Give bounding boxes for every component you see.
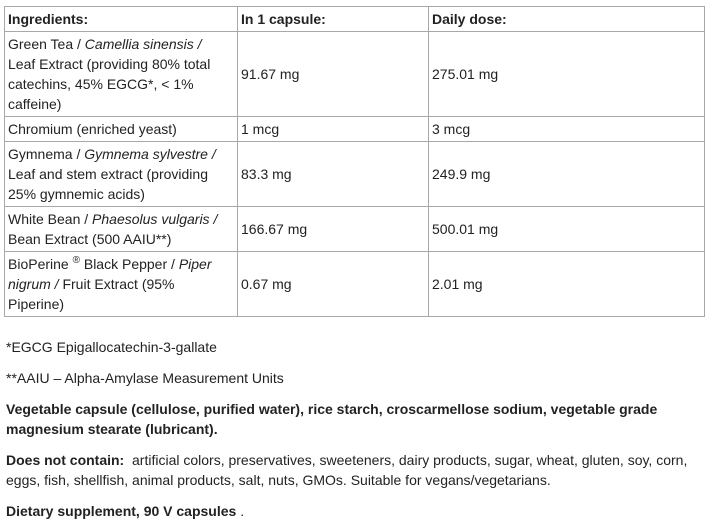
ingredient-name-detail: Leaf Extract (providing 80% total catechins, 45% EGCG*, < 1% caffeine) [8,56,211,112]
ingredient-name-common: Green Tea / [8,36,81,52]
ingredient-name [5,142,238,207]
ingredient-name-common: BioPerine [8,256,69,272]
dietary-supplement-label: Dietary supplement, 90 V capsules [6,503,237,519]
header-ingredients: Ingredients: [5,7,238,32]
per-capsule-value: 1 mcg [238,117,429,142]
ingredient-name [5,252,238,317]
does-not-contain-label: Does not contain: [6,452,125,468]
capsule-ingredients: Vegetable capsule (cellulose, purified water), rice starch, croscarmellose sodium, vegetable grade magnesium stearate (lubricant). [6,401,658,437]
does-not-contain [4,450,706,490]
ingredient-name-latin: Gymnema sylvestre / [84,146,216,162]
per-capsule-value: 83.3 mg [238,142,429,207]
header-per-capsule: In 1 capsule: [238,7,429,32]
ingredient-name-detail: Bean Extract (500 AAIU**) [8,231,172,247]
ingredient-name-common: Gymnema / [8,146,81,162]
per-capsule-value: 91.67 mg [238,32,429,117]
daily-dose-value: 2.01 mg [429,252,705,317]
ingredient-name-detail: Leaf and stem extract (providing 25% gymnemic acids) [8,166,208,202]
ingredient-name-latin: Camellia sinensis / [84,36,202,52]
ingredient-name-detail: Fruit Extract (95% Piperine) [8,276,175,312]
ingredient-name: Chromium (enriched yeast) [5,117,238,142]
ingredient-name [5,32,238,117]
dietary-supplement-line [4,501,714,521]
header-daily-dose: Daily dose: [429,7,705,32]
table-row [5,32,705,117]
registered-mark: ® [72,255,80,266]
footnotes [4,337,714,521]
table-row [5,207,705,252]
ingredient-name-common: White Bean / [8,211,89,227]
table-row [5,117,705,142]
table-header-row [5,7,705,32]
footnote-aaiu: **AAIU – Alpha-Amylase Measurement Units [6,370,284,386]
table-row [5,252,705,317]
footnote-egcg: *EGCG Epigallocatechin-3-gallate [6,339,217,355]
ingredient-name-latin: Piper nigrum / [8,256,212,292]
does-not-contain-list: artificial colors, preservatives, sweeteners, dairy products, sugar, wheat, gluten, soy, corn, eggs, fish, shellfish, animal products, salt, nuts, GMOs. Suitable for vegans/vegetarians. [6,452,688,488]
ingredient-name [5,207,238,252]
ingredient-name-common-2: Black Pepper / [83,256,175,272]
ingredient-name-latin: Phaesolus vulgaris / [92,211,218,227]
dietary-supplement-tail: . [240,503,245,519]
ingredients-table [4,6,705,317]
daily-dose-value: 500.01 mg [429,207,705,252]
per-capsule-value: 166.67 mg [238,207,429,252]
daily-dose-value: 249.9 mg [429,142,705,207]
per-capsule-value: 0.67 mg [238,252,429,317]
daily-dose-value: 275.01 mg [429,32,705,117]
daily-dose-value: 3 mcg [429,117,705,142]
table-row [5,142,705,207]
